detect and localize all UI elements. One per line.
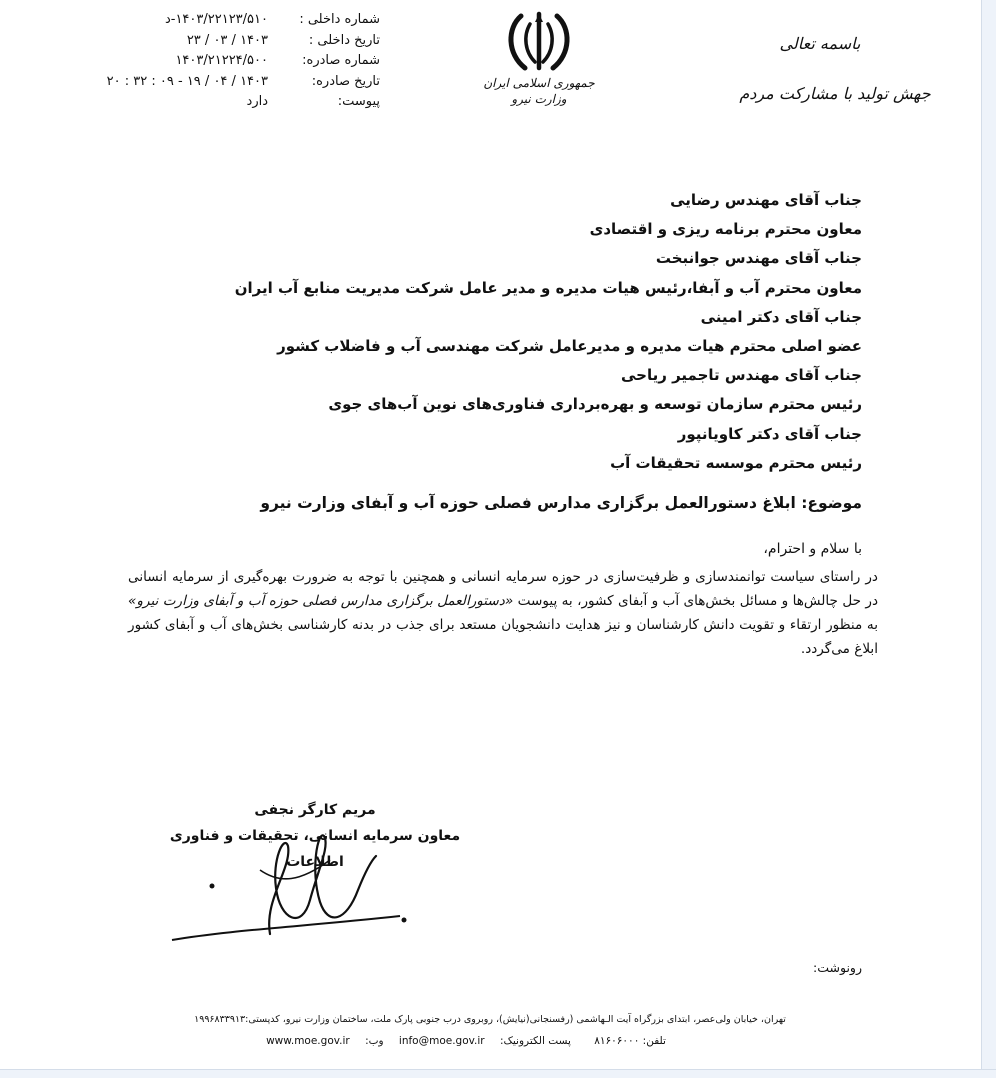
meta-label: شماره صادره: xyxy=(302,53,380,68)
footer-address: تهران، خیابان ولی‌عصر، ابتدای بزرگراه آیت الـهاشمی (رفسنجانی(نیایش)، روبروی درب جنوبی پارک ملت، ساختمان وزارت نیرو، کدپستی:۱۹۹۶۸۳۳۹۱۳ xyxy=(194,1014,786,1025)
recipient-line: معاون محترم آب و آبفا،رئیس هیات مدیره و مدیر عامل شرکت مدیریت منابع آب ایران xyxy=(234,278,862,297)
meta-value: ۱۴۰۳ / ۰۴ / ۱۹ - ۰۹ : ۳۲ : ۲۰ xyxy=(106,73,268,89)
meta-row-attachment xyxy=(20,92,380,113)
recipients-list xyxy=(102,186,862,478)
letter-subject: موضوع: ابلاغ دستورالعمل برگزاری مدارس فصلی حوزه آب و آبفای وزارت نیرو xyxy=(260,494,862,512)
meta-row-internal-date xyxy=(20,31,380,52)
iran-emblem xyxy=(474,10,604,130)
footer-email: info@moe.gov.ir xyxy=(398,1035,485,1047)
recipient-line: عضو اصلی محترم هیات مدیره و مدیرعامل شرکت مهندسی آب و فاضلاب کشور xyxy=(277,337,862,356)
letter-metadata xyxy=(20,10,380,113)
viewer-bottom-edge xyxy=(0,1069,996,1078)
invocation-text: باسمه تعالی xyxy=(779,34,861,53)
recipient-line: رئیس محترم موسسه تحقیقات آب xyxy=(610,453,862,472)
footer-web: www.moe.gov.ir xyxy=(266,1035,350,1047)
viewer-scroll-track[interactable] xyxy=(981,0,996,1078)
signatory-title-cont: اطلاعات xyxy=(286,854,344,870)
letter-greeting: با سلام و احترام، xyxy=(763,541,862,557)
meta-value: دارد xyxy=(246,94,268,109)
footer-contacts xyxy=(200,1035,740,1047)
footer-email-label: پست الکترونیک: xyxy=(499,1035,571,1047)
body-paragraph-end: به منظور ارتقاء و تقویت دانش کارشناسان و نیز هدایت دانشجویان مستعد برای جذب در بدنه کارشناسی بخش‌های آب و آبفای کشور ابلاغ می‌گردد. xyxy=(128,617,878,657)
meta-label: پیوست: xyxy=(337,94,380,109)
recipient-line: جناب آقای دکتر کاویانپور xyxy=(677,424,862,443)
handwritten-signature xyxy=(160,830,430,960)
emblem-caption-country: جمهوری اسلامی ایران xyxy=(483,76,595,90)
recipient-line: جناب آقای مهندس رضایی xyxy=(670,191,862,209)
meta-value: ۱۴۰۳ / ۰۳ / ۲۳ xyxy=(186,32,268,48)
meta-label: تاریخ صادره: xyxy=(311,73,380,89)
signatory-name: مریم کارگر نجفی xyxy=(254,802,376,818)
recipient-line: جناب آقای مهندس تاجمیر ریاحی xyxy=(620,366,862,385)
signatory-title: معاون سرمایه انسانی، تحقیقات و فناوری xyxy=(169,828,461,844)
body-paragraph-start: در راستای سیاست توانمندسازی و ظرفیت‌سازی در حوزه سرمایه انسانی و همچنین با توجه به ضرورت بهره‌گیری از سرمایه انسانی در حل چالش‌ها و مسائل بخش‌های آب و آبفای کشور، به پیوست xyxy=(128,569,878,609)
recipient-line: معاون محترم برنامه ریزی و اقتصادی xyxy=(589,220,862,239)
slogan-text: جهش تولید با مشارکت مردم xyxy=(739,84,931,103)
meta-label: تاریخ داخلی : xyxy=(308,32,380,48)
recipient-line: رئیس محترم سازمان توسعه و بهره‌برداری فناوری‌های نوین آب‌های جوی xyxy=(328,395,862,414)
footer-phone: تلفن: ۸۱۶۰۶۰۰۰ xyxy=(594,1035,666,1047)
body-quoted-title: «دستورالعمل برگزاری مدارس فصلی حوزه آب و آبفای وزارت نیرو» xyxy=(128,593,514,609)
letter-body xyxy=(128,565,878,661)
cc-label: رونوشت: xyxy=(813,960,862,975)
footer-web-label: وب: xyxy=(365,1035,384,1047)
meta-row-internal-number xyxy=(20,10,380,31)
meta-row-issue-number xyxy=(20,51,380,72)
meta-label: شماره داخلی : xyxy=(299,12,380,27)
recipient-line: جناب آقای دکتر امینی xyxy=(700,307,862,326)
emblem-caption-ministry: وزارت نیرو xyxy=(511,92,567,106)
meta-row-issue-date xyxy=(20,72,380,93)
meta-value: ۱۴۰۳/۲۲۱۲۳/۵۱۰-د xyxy=(164,12,268,27)
recipient-line: جناب آقای مهندس جوانبخت xyxy=(655,249,862,268)
emblem-icon xyxy=(499,10,579,74)
meta-value: ۱۴۰۳/۲۱۲۲۴/۵۰۰ xyxy=(175,53,268,68)
